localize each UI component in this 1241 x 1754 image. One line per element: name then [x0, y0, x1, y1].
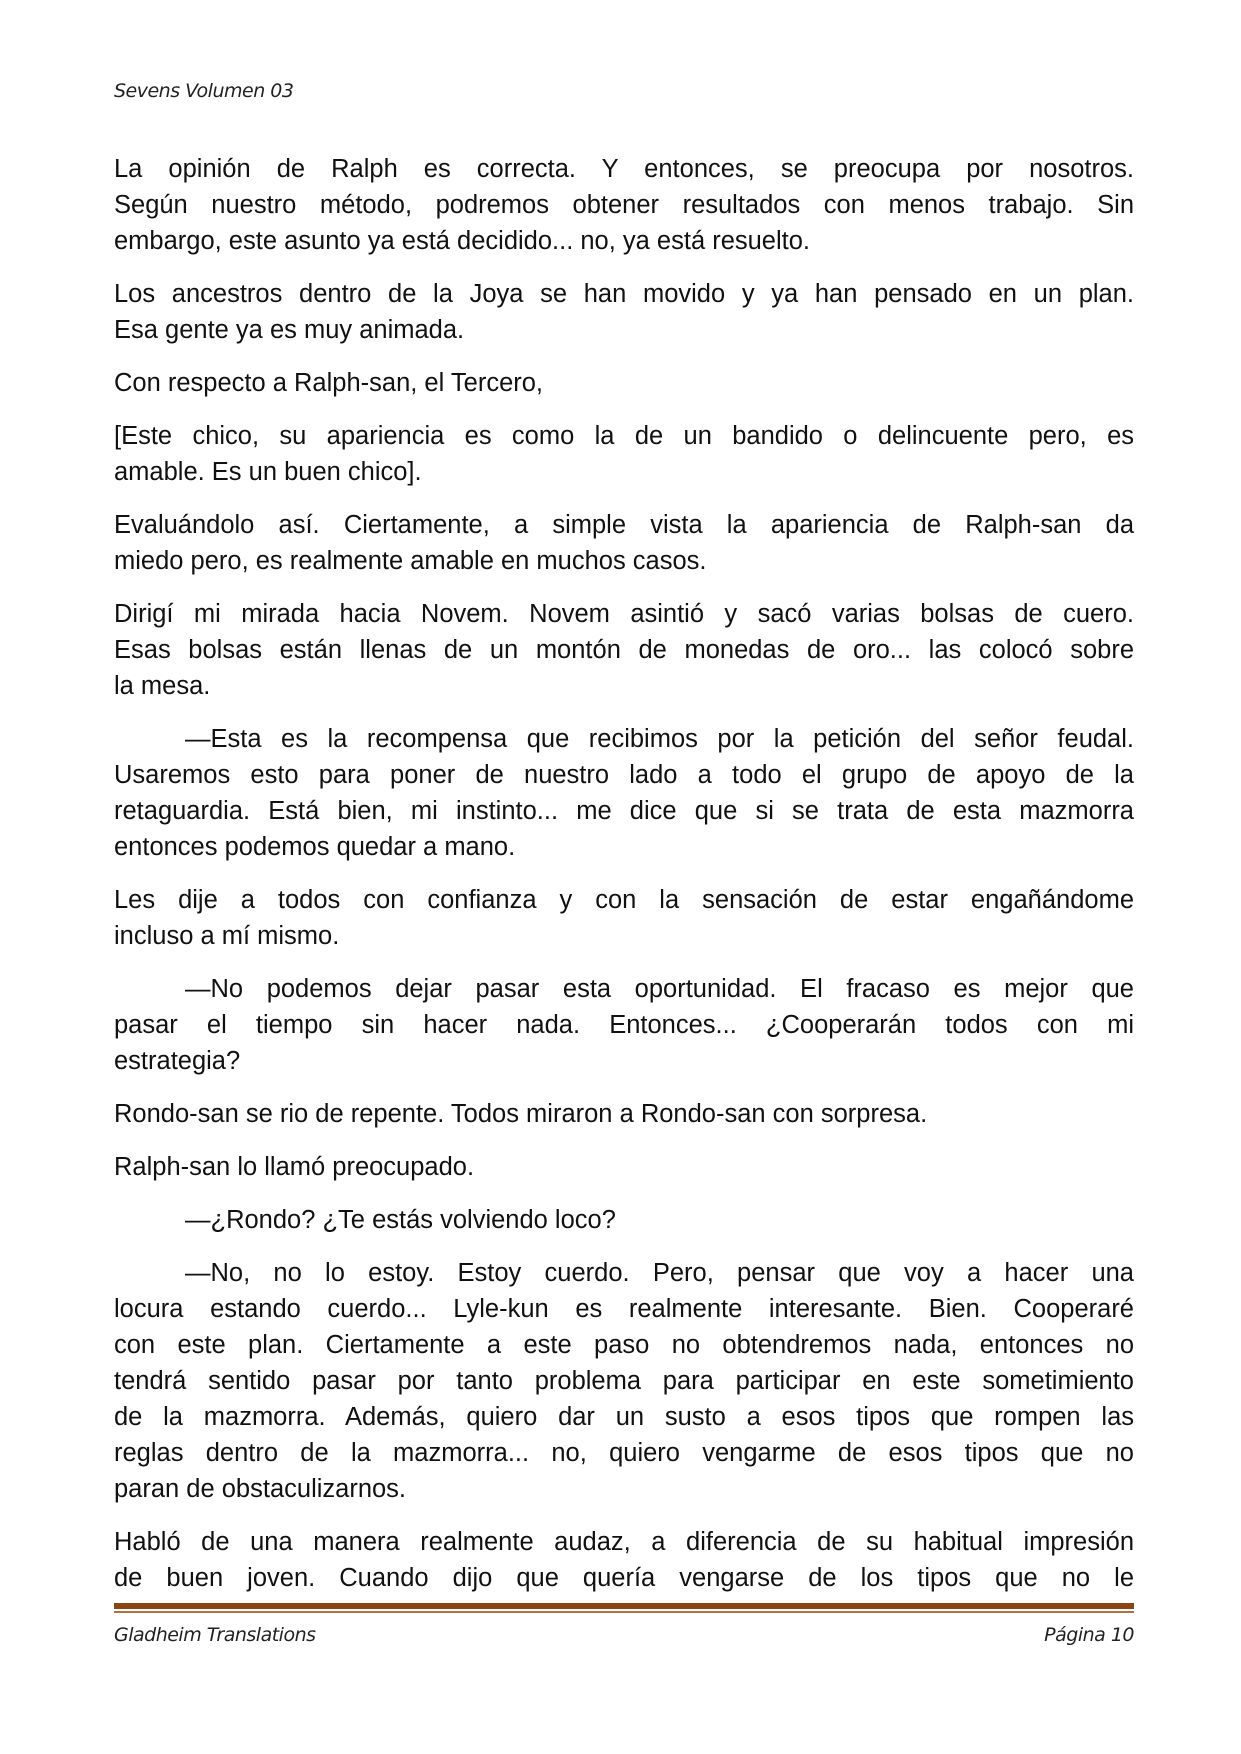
footer-rule — [114, 1603, 1134, 1613]
text-line: retaguardia. Está bien, mi instinto... me dice que si se trata de esta mazmorra — [114, 797, 1134, 825]
text-line: Evaluándolo así. Ciertamente, a simple vista la apariencia de Ralph-san da — [114, 511, 1134, 539]
paragraph — [114, 1202, 1134, 1238]
text-line: —Esta es la recompensa que recibimos por la petición del señor feudal. — [185, 725, 1134, 753]
text-line: Con respecto a Ralph-san, el Tercero, — [114, 369, 544, 397]
paragraph — [114, 1255, 1134, 1507]
paragraph — [114, 151, 1134, 259]
text-line: Usaremos esto para poner de nuestro lado a todo el grupo de apoyo de la — [114, 761, 1134, 789]
text-line: de la mazmorra. Además, quiero dar un susto a esos tipos que rompen las — [114, 1403, 1134, 1431]
text-line: —No, no lo estoy. Estoy cuerdo. Pero, pensar que voy a hacer una — [185, 1259, 1134, 1287]
paragraph — [114, 1096, 1134, 1132]
paragraph — [114, 596, 1134, 704]
text-line: reglas dentro de la mazmorra... no, quiero vengarme de esos tipos que no — [114, 1439, 1134, 1467]
text-line: entonces podemos quedar a mano. — [114, 833, 516, 861]
text-line: miedo pero, es realmente amable en muchos casos. — [114, 547, 707, 575]
text-line: locura estando cuerdo... Lyle-kun es realmente interesante. Bien. Cooperaré — [114, 1295, 1134, 1323]
paragraph — [114, 882, 1134, 954]
text-line: estrategia? — [114, 1047, 241, 1075]
running-header: Sevens Volumen 03 — [114, 80, 294, 102]
text-line: Según nuestro método, podremos obtener resultados con menos trabajo. Sin — [114, 191, 1134, 219]
text-line: amable. Es un buen chico]. — [114, 458, 422, 486]
text-line: Esa gente ya es muy animada. — [114, 316, 465, 344]
page-body — [114, 151, 1134, 1613]
text-line: Ralph-san lo llamó preocupado. — [114, 1153, 475, 1181]
text-line: Rondo-san se rio de repente. Todos miraron a Rondo-san con sorpresa. — [114, 1100, 928, 1128]
text-line: [Este chico, su apariencia es como la de un bandido o delincuente pero, es — [114, 422, 1134, 450]
paragraph — [114, 365, 1134, 401]
text-line: paran de obstaculizarnos. — [114, 1475, 407, 1503]
paragraph — [114, 721, 1134, 865]
text-line: Habló de una manera realmente audaz, a diferencia de su habitual impresión — [114, 1528, 1134, 1556]
text-line: embargo, este asunto ya está decidido... no, ya está resuelto. — [114, 227, 811, 255]
text-line: pasar el tiempo sin hacer nada. Entonces... ¿Cooperarán todos con mi — [114, 1011, 1134, 1039]
text-line: Les dije a todos con confianza y con la sensación de estar engañándome — [114, 886, 1134, 914]
text-line: con este plan. Ciertamente a este paso no obtendremos nada, entonces no — [114, 1331, 1134, 1359]
text-line: tendrá sentido pasar por tanto problema para participar en este sometimiento — [114, 1367, 1134, 1395]
paragraph — [114, 418, 1134, 490]
paragraph — [114, 1524, 1134, 1596]
footer-page-number: Página 10 — [1044, 1624, 1134, 1646]
paragraph — [114, 1149, 1134, 1185]
footer-publisher: Gladheim Translations — [114, 1624, 316, 1646]
text-line: de buen joven. Cuando dijo que quería vengarse de los tipos que no le — [114, 1564, 1134, 1592]
text-line: La opinión de Ralph es correcta. Y entonces, se preocupa por nosotros. — [114, 155, 1134, 183]
text-line: incluso a mí mismo. — [114, 922, 340, 950]
text-line: —¿Rondo? ¿Te estás volviendo loco? — [185, 1206, 616, 1234]
text-line: Esas bolsas están llenas de un montón de monedas de oro... las colocó sobre — [114, 636, 1134, 664]
paragraph — [114, 971, 1134, 1079]
text-line: Los ancestros dentro de la Joya se han movido y ya han pensado en un plan. — [114, 280, 1134, 308]
paragraph — [114, 507, 1134, 579]
text-line: —No podemos dejar pasar esta oportunidad. El fracaso es mejor que — [185, 975, 1134, 1003]
paragraph — [114, 276, 1134, 348]
text-line: la mesa. — [114, 672, 211, 700]
text-line: Dirigí mi mirada hacia Novem. Novem asintió y sacó varias bolsas de cuero. — [114, 600, 1134, 628]
